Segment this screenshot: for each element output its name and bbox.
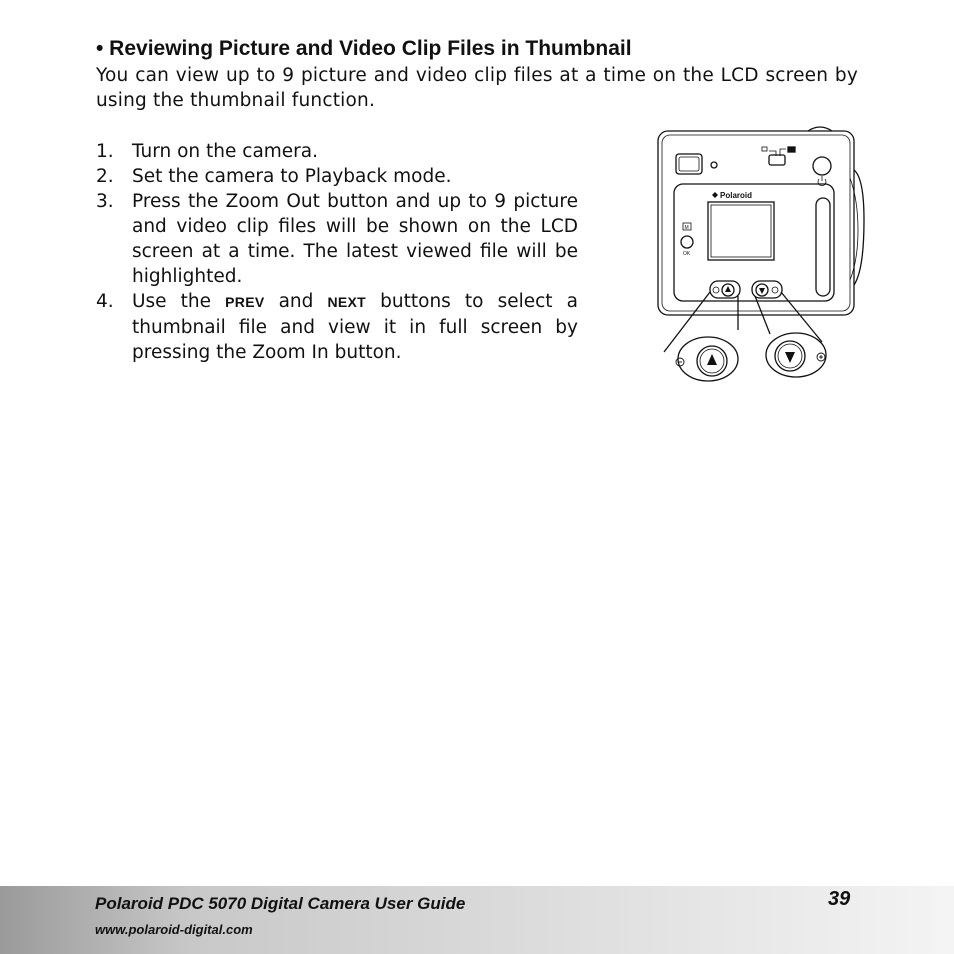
- power-button: [813, 157, 831, 175]
- list-item: [96, 189, 578, 289]
- lcd-screen: [708, 202, 774, 260]
- step-number: 4.: [96, 291, 114, 312]
- footer-url: www.polaroid-digital.com: [95, 922, 253, 937]
- list-item: [96, 289, 578, 365]
- footer-title: Polaroid PDC 5070 Digital Camera User Guide: [95, 894, 466, 913]
- step-text: Set the camera to Playback mode.: [132, 166, 452, 187]
- camera-m-label: M: [684, 225, 689, 231]
- step-number: 2.: [96, 166, 114, 187]
- list-item: [96, 164, 578, 189]
- camera-brand-label: Polaroid: [720, 191, 753, 200]
- step-number: 1.: [96, 141, 114, 162]
- next-button-label: NEXT: [327, 294, 367, 310]
- prev-button-label: PREV: [225, 294, 265, 310]
- steps-list: [96, 139, 578, 365]
- section-heading: • Reviewing Picture and Video Clip Files in Thumbnail: [96, 37, 632, 60]
- step-number: 3.: [96, 191, 114, 212]
- camera-illustration: [650, 120, 870, 390]
- intro-paragraph: You can view up to 9 picture and video clip files at a time on the LCD screen by using the thumbnail function.: [96, 65, 858, 111]
- step-text-post: buttons to select a thumbnail file and view it in full screen by pressing the Zoom In button.: [132, 291, 578, 363]
- camera-ok-label: OK: [683, 251, 691, 257]
- page-footer: [0, 886, 954, 954]
- zoom-out-magnified: [678, 337, 738, 381]
- page-number: 39: [828, 888, 851, 910]
- step-text: Press the Zoom Out button and up to 9 picture and video clip files will be shown on the LCD screen at a time. The latest viewed file will be highlighted.: [132, 191, 578, 287]
- step-text-mid: and: [278, 291, 314, 312]
- step-text: Turn on the camera.: [132, 141, 319, 162]
- list-item: [96, 139, 578, 164]
- ok-button: [681, 236, 693, 248]
- step-text-pre: Use the: [132, 291, 212, 312]
